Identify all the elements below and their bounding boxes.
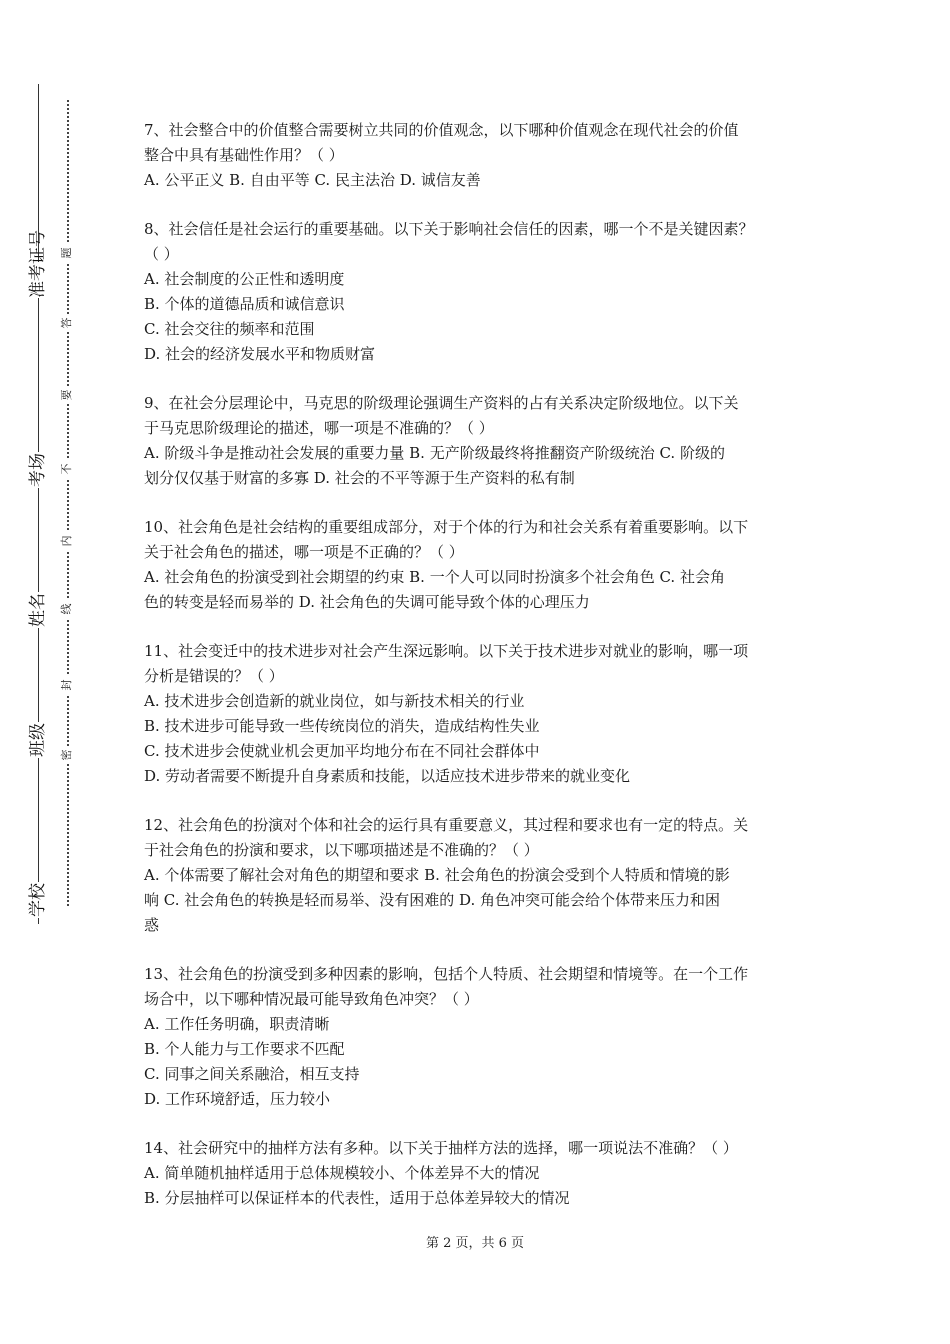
question-line: 分析是错误的？（ ） [144,667,284,685]
binding-solid-line [38,84,39,924]
options-line: A. 公平正义 B. 自由平等 C. 民主法治 D. 诚信友善 [144,171,481,189]
seal-dotted-line [67,100,69,906]
question-7 [144,118,814,193]
question-line: 于社会角色的扮演和要求，以下哪项描述是不准确的？（ ） [144,841,539,859]
admission-number-label: 准考证号 [20,262,56,298]
seal-char: 线 [58,600,76,618]
question-line: 整合中具有基础性作用？（ ） [144,146,344,164]
options-line: 色的转变是轻而易举的 D. 社会角色的失调可能导致个体的心理压力 [144,593,590,611]
exam-room-label: 考场 [20,452,56,488]
name-label: 姓名 [20,592,56,628]
option-c: C. 社会交往的频率和范围 [144,320,315,338]
binding-strip [0,0,110,1344]
question-list [144,118,814,1235]
question-10 [144,515,814,615]
question-13 [144,962,814,1112]
options-line: 划分仅仅基于财富的多寡 D. 社会的不平等源于生产资料的私有制 [144,469,575,487]
question-line: 14、社会研究中的抽样方法有多种。以下关于抽样方法的选择，哪一项说法不准确？（ ） [144,1139,738,1157]
seal-char: 内 [58,532,76,550]
option-b: B. 技术进步可能导致一些传统岗位的消失，造成结构性失业 [144,717,540,735]
seal-char: 不 [58,460,76,478]
question-line: 7、社会整合中的价值整合需要树立共同的价值观念，以下哪种价值观念在现代社会的价值 [144,121,739,139]
option-d: D. 工作环境舒适，压力较小 [144,1090,331,1108]
question-line: 11、社会变迁中的技术进步对社会产生深远影响。以下关于技术进步对就业的影响，哪一项 [144,642,749,660]
seal-char: 题 [58,244,76,262]
options-line: A. 社会角色的扮演受到社会期望的约束 B. 一个人可以同时扮演多个社会角色 C. 社会角 [144,568,725,586]
option-a: A. 简单随机抽样适用于总体规模较小、个体差异不大的情况 [144,1164,540,1182]
option-b: B. 个人能力与工作要求不匹配 [144,1040,345,1058]
school-label: 学校 [20,882,56,918]
question-9 [144,391,814,491]
option-b: B. 分层抽样可以保证样本的代表性，适用于总体差异较大的情况 [144,1189,570,1207]
question-line: 场合中，以下哪种情况最可能导致角色冲突？（ ） [144,990,479,1008]
question-8 [144,217,814,367]
option-c: C. 技术进步会使就业机会更加平均地分布在不同社会群体中 [144,742,540,760]
page-footer: 第 2 页，共 6 页 [425,1236,525,1251]
question-line: 10、社会角色是社会结构的重要组成部分，对于个体的行为和社会关系有着重要影响。以下 [144,518,749,536]
option-d: D. 劳动者需要不断提升自身素质和技能，以适应技术进步带来的就业变化 [144,767,631,785]
seal-char: 答 [58,314,76,332]
question-12 [144,813,814,938]
question-line: 9、在社会分层理论中，马克思的阶级理论强调生产资料的占有关系决定阶级地位。以下关 [144,394,739,412]
question-line: 8、社会信任是社会运行的重要基础。以下关于影响社会信任的因素，哪一个不是关键因素？ [144,220,754,238]
option-c: C. 同事之间关系融洽，相互支持 [144,1065,360,1083]
options-line: A. 个体需要了解社会对角色的期望和要求 B. 社会角色的扮演会受到个人特质和情境的影 [144,866,730,884]
options-line: 惑 [144,916,160,934]
option-a: A. 技术进步会创造新的就业岗位，如与新技术相关的行业 [144,692,525,710]
question-line: （ ） [144,245,179,263]
question-line: 关于社会角色的描述，哪一项是不正确的？（ ） [144,543,464,561]
options-line: A. 阶级斗争是推动社会发展的重要力量 B. 无产阶级最终将推翻资产阶级统治 C. 阶级的 [144,444,725,462]
question-14 [144,1136,814,1211]
question-11 [144,639,814,789]
question-line: 13、社会角色的扮演受到多种因素的影响，包括个人特质、社会期望和情境等。在一个工作 [144,965,749,983]
seal-char: 密 [58,746,76,764]
options-line: 响 C. 社会角色的转换是轻而易举、没有困难的 D. 角色冲突可能会给个体带来压力和困 [144,891,721,909]
question-line: 12、社会角色的扮演对个体和社会的运行具有重要意义，其过程和要求也有一定的特点。关 [144,816,749,834]
seal-char: 要 [58,386,76,404]
question-line: 于马克思阶级理论的描述，哪一项是不准确的？（ ） [144,419,494,437]
option-a: A. 工作任务明确，职责清晰 [144,1015,330,1033]
seal-char: 封 [58,676,76,694]
option-b: B. 个体的道德品质和诚信意识 [144,295,345,313]
option-d: D. 社会的经济发展水平和物质财富 [144,345,376,363]
class-label: 班级 [20,722,56,758]
option-a: A. 社会制度的公正性和透明度 [144,270,345,288]
